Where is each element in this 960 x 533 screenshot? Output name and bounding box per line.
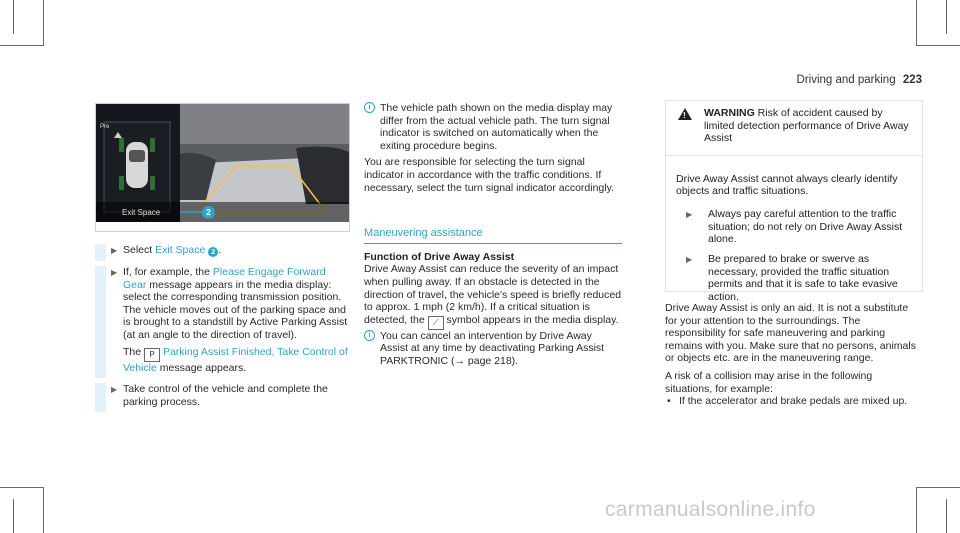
warning-step: ▶ Always pay careful attention to the traffic situation; do not rely on Drive Away Assist alone.: [686, 208, 903, 246]
subheading: Function of Drive Away Assist: [364, 250, 515, 263]
list-item: • If the accelerator and brake pedals are mixed up.: [665, 395, 921, 408]
warning-label: WARNING: [704, 107, 755, 119]
warning-header: [666, 101, 922, 156]
crop-mark: [916, 487, 917, 533]
section-title: Maneuvering assistance: [364, 227, 622, 244]
crop-mark: [13, 499, 14, 533]
middle-column: i The vehicle path shown on the media display may differ from the actual vehicle path. The turn signal indicator is switched on automatically when the exiting procedure begins. You are responsible for selecting the turn signal indicator in accordance with the traffic conditions. If necessary, select the turn signal indicator accordingly. Maneuvering assistance Function of Drive Away Assist Drive Away Assist can reduce the severity of an impact when pulling away. If an obstacle is detected in the direction of travel, the vehicle's speed is briefly reduced to approx. 1 mph (2 km/h). If a critical situation is detected, the ⟋ symbol appears in the media display. i You can cancel an intervention by Drive Away Assist at any time by deactivating Parking Assist PARKTRONIC (→ page 218).: [364, 102, 622, 367]
step-arrow-icon: ▶: [111, 385, 118, 395]
step-select-exit-space: ▶ Select Exit Space 2 .: [95, 244, 350, 257]
crop-mark: [0, 487, 44, 488]
warning-box: [665, 100, 923, 303]
crop-mark: [43, 0, 44, 46]
step-arrow-icon: ▶: [686, 254, 693, 264]
figure-exit-label: Exit Space: [122, 208, 161, 217]
parking-finished-message: Parking Assist Finished, Take Control of Vehicle: [123, 345, 348, 374]
info-note-cancel: i You can cancel an intervention by Drive Away Assist at any time by deactivating Parking Assist PARKTRONIC (→ page 218).: [364, 330, 622, 368]
engage-gear-message: Please Engage Forward Gear: [123, 266, 326, 291]
exit-space-figure: [95, 103, 350, 232]
camera-view-image: [96, 104, 349, 222]
parking-assist-icon: P: [144, 348, 160, 362]
crop-mark: [13, 0, 14, 34]
step-engage-gear: ▶ If, for example, the Please Engage Forward Gear message appears in the media display: select the corresponding transmission position. The vehicle moves out of the parking space and is brought to a standstill by Active Parking Assist (at an angle to the direction of travel). The P Parking Assist Finished, Take Control of Vehicle message appears.: [95, 266, 350, 374]
step-arrow-icon: ▶: [111, 268, 118, 277]
crop-mark: [43, 487, 44, 533]
page-number: 223: [902, 74, 922, 86]
step-arrow-icon: ▶: [686, 210, 693, 220]
callout-badge: 2: [208, 247, 218, 257]
exit-space-link: Exit Space: [155, 244, 206, 256]
warning-title: Risk of accident caused by limited detection performance of Drive Away Assist: [704, 107, 909, 145]
step-arrow-icon: ▶: [111, 246, 118, 255]
section-name: Driving and parking: [796, 74, 896, 86]
info-note-vehicle-path: i The vehicle path shown on the media display may differ from the actual vehicle path. The turn signal indicator is switched on automatically when the exiting procedure begins.: [364, 102, 622, 152]
warning-step: ▶ Be prepared to brake or swerve as necessary, provided the traffic situation permits and that it is safe to take evasive action.: [686, 252, 898, 303]
right-column: Drive Away Assist is only an aid. It is not a substitute for your attention to the surroundings. The responsibility for safe maneuvering and parking remains with you. Make sure that no persons, animals or objects etc. are in the maneuvering range. A risk of a collision may arise in the following situations, for example: • If the accelerator and brake pedals are mixed up.: [665, 302, 921, 408]
figure-label-pre: Pre: [100, 124, 110, 130]
info-icon: i: [364, 330, 375, 341]
crop-mark: [0, 45, 44, 46]
crop-mark: [946, 499, 947, 533]
info-icon: i: [364, 102, 375, 113]
warning-triangle-icon: !: [678, 108, 692, 120]
crop-mark: [916, 45, 960, 46]
crop-mark: [916, 0, 917, 46]
figure-callout-2: 2: [202, 206, 215, 219]
page-header: [797, 74, 922, 86]
watermark: carmanualsonline.info: [605, 498, 816, 521]
left-column: [95, 244, 350, 417]
step-take-control: ▶ Take control of the vehicle and complete the parking process.: [95, 383, 350, 408]
drive-away-assist-icon: ⟋: [428, 316, 444, 330]
warning-body: Drive Away Assist cannot always clearly identify objects and traffic situations. ▶ Always pay careful attention to the traffic situation; do not rely on Drive Away Assist alone. ▶ Be prepared to brake or swerve as necessary, provided the traffic situation permits and that it is safe to take evasive action.: [666, 156, 922, 309]
crop-mark: [916, 487, 960, 488]
crop-mark: [946, 0, 947, 34]
